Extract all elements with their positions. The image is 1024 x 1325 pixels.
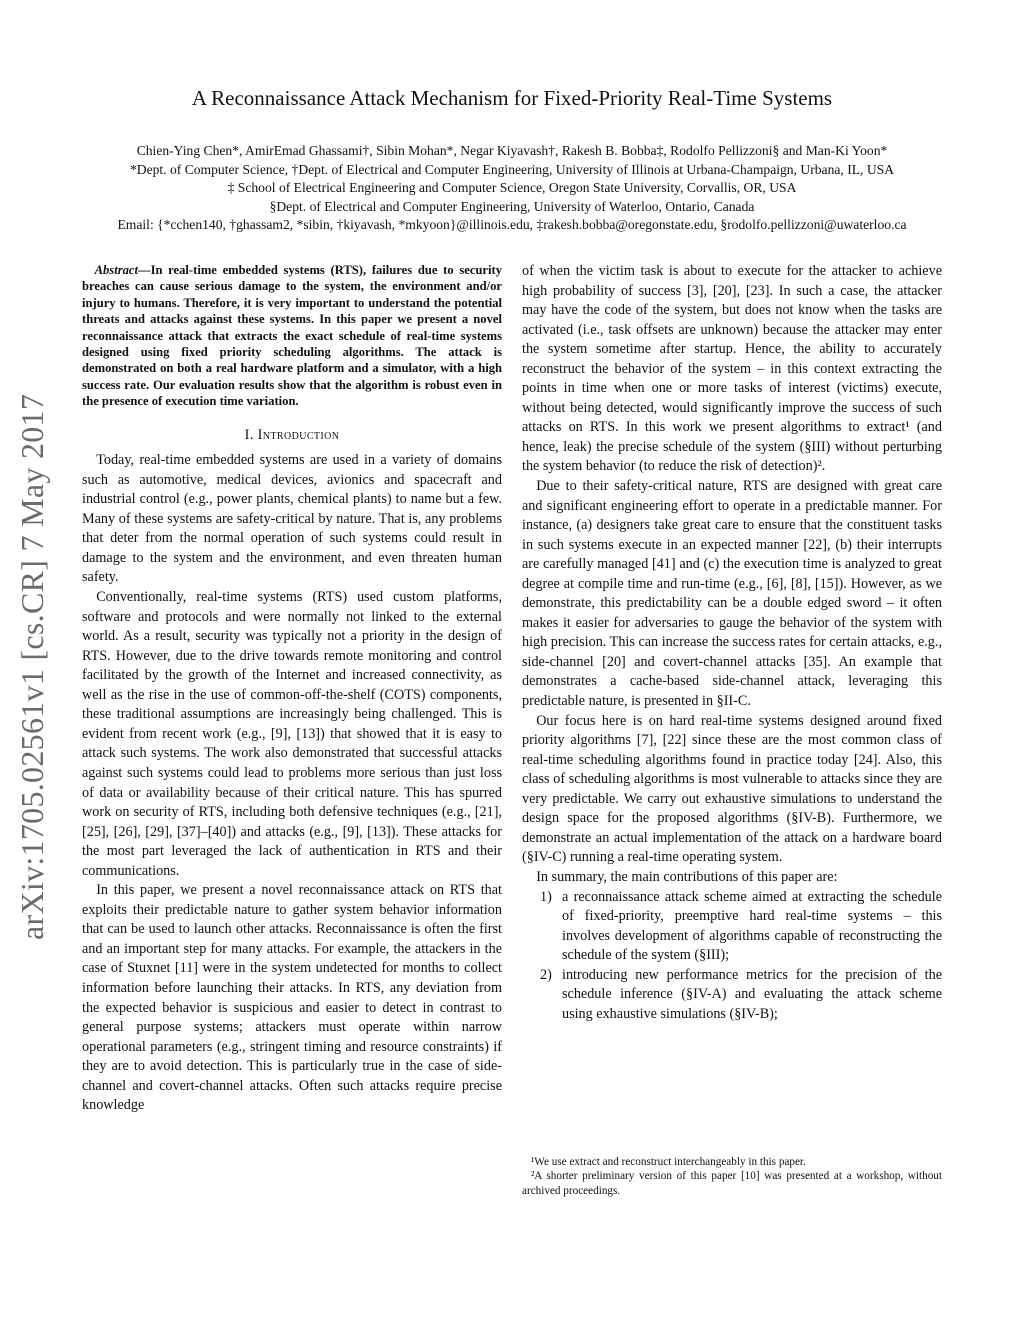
- paper-title: A Reconnaissance Attack Mechanism for Fixed-Priority Real-Time Systems: [191, 86, 833, 110]
- affiliation-uiuc: *Dept. of Computer Science, †Dept. of Electrical and Computer Engineering, University of Illinois at Urbana-Champaign, Urbana, IL, USA: [129, 161, 895, 177]
- abstract-text: —In real-time embedded systems (RTS), failures due to security breaches can cause serious damage to the system, the environment and/or injury to humans. Therefore, it is very important to understand the potential threats and attacks against these systems. In this paper we present a novel reconnaissance attack that extracts the exact schedule of real-time systems designed using fixed priority scheduling algorithms. The attack is demonstrated on both a real hardware platform and a simulator, with a high success rate. Our evaluation results show that the algorithm is robust even in the presence of execution time variation.: [82, 263, 502, 409]
- left-column: [82, 262, 502, 1116]
- contributions-intro: In summary, the main contributions of this paper are:: [536, 868, 838, 885]
- contribution-text: a reconnaissance attack scheme aimed at extracting the schedule of fixed-priority, preemptive hard real-time systems – this involves development of algorithms capable of reconstructing the schedule of the system (§III);: [562, 888, 942, 964]
- intro-paragraph-1: Today, real-time embedded systems are used in a variety of domains such as automotive, medical devices, avionics and spacecraft and industrial control (e.g., power plants, chemical plants) to name but a few. Many of these systems are safety-critical by nature. That is, any problems that deter from the normal operation of such systems could result in damage to the system and the environment, and even threaten human safety.: [82, 452, 502, 586]
- footnote-2: ²A shorter preliminary version of this paper [10] was presented at a workshop, without archived proceedings.: [522, 1170, 942, 1197]
- affiliation-waterloo: §Dept. of Electrical and Computer Engineering, University of Waterloo, Ontario, Canada: [269, 198, 755, 214]
- section-title: Introduction: [257, 426, 340, 443]
- contribution-number: 1): [540, 888, 552, 905]
- contribution-item: [522, 888, 942, 966]
- section-number: I.: [244, 426, 254, 443]
- footnote-1: ¹We use extract and reconstruct interchangeably in this paper.: [530, 1156, 806, 1168]
- arxiv-identifier: arXiv:1705.02561v1 [cs.CR] 7 May 2017: [14, 393, 50, 940]
- contribution-number: 2): [540, 966, 552, 983]
- intro-paragraph-4: of when the victim task is about to execute for the attacker to achieve high probability of success [3], [20], [23]. In such a case, the attacker may have the code of the system, but does not know when the tasks are activated (i.e., task offsets are unknown) because the attacker may enter the system sometime after startup. Hence, the ability to accurately reconstruct the behavior of the system – in this context extracting the points in time when one or more tasks of interest (victims) execute, without being detected, would significantly improve the success of such attacks on RTS. In this work we present algorithms to extract¹ (and hence, leak) the precise schedule of the system (§III) without perturbing the system behavior (to reduce the risk of detection)².: [522, 263, 942, 475]
- author-names: Chien-Ying Chen*, AmirEmad Ghassami†, Sibin Mohan*, Negar Kiyavash†, Rakesh B. Bobba‡, Rodolfo Pellizzoni§ and Man-Ki Yoon*: [136, 143, 888, 158]
- contribution-item: [522, 966, 942, 1025]
- right-column: [522, 262, 942, 1024]
- section-heading: [82, 426, 502, 446]
- intro-paragraph-2: Conventionally, real-time systems (RTS) used custom platforms, software and protocols and were normally not linked to the external world. As a result, security was typically not a priority in the design of RTS. However, due to the drive towards remote monitoring and control facilitated by the growth of the Internet and increased connectivity, as well as the rise in the use of common-off-the-shelf (COTS) components, these traditional assumptions are increasingly being challenged. This is evident from recent work (e.g., [9], [13]) that showed that it is easy to attack such systems. The work also demonstrated that successful attacks against such systems could lead to problems more serious than just loss of data or availability because of their critical nature. This has spurred work on security of RTS, including both defensive techniques (e.g., [21], [25], [26], [29], [37]–[40]) and attacks (e.g., [9], [13]). These attacks for the most part leveraged the lack of authentication in RTS and their communications.: [82, 589, 502, 879]
- author-block: [60, 142, 964, 235]
- abstract: [82, 262, 502, 410]
- affiliation-oregon: ‡ School of Electrical Engineering and Computer Science, Oregon State University, Corvallis, OR, USA: [227, 180, 797, 196]
- abstract-label: Abstract: [94, 263, 138, 277]
- intro-paragraph-6: Our focus here is on hard real-time systems designed around fixed priority algorithms [7], [22] since these are the most common class of real-time scheduling algorithms found in practice today [24]. Also, this class of scheduling algorithms is most vulnerable to attacks since they are very predictable. We carry out exhaustive simulations to understand the design space for the proposed algorithms (§IV-B). Furthermore, we demonstrate an actual implementation of the attack on a hardware board (§IV-C) running a real-time operating system.: [522, 712, 942, 866]
- footnotes: [522, 1155, 942, 1198]
- intro-paragraph-5: Due to their safety-critical nature, RTS are designed with great care and significant engineering effort to operate in a predictable manner. For instance, (a) designers take great care to ensure that the constituent tasks in such systems execute in an expected manner [22], (b) their interrupts are carefully managed [41] and (c) the execution time is analyzed to great degree at compile time and run-time (e.g., [6], [8], [15]). However, as we demonstrate, this predictability can be a double edged sword – it often makes it easier for adversaries to gauge the behavior of the system with high precision. This can increase the success rates for certain attacks, e.g., side-channel [20] and covert-channel attacks [35]. An example that demonstrates a cache-based side-channel attack, leveraging this predictable nature, is presented in §II-C.: [522, 478, 942, 710]
- intro-paragraph-3: In this paper, we present a novel reconnaissance attack on RTS that exploits their predictable nature to gather system behavior information that can be used to launch other attacks. Reconnaissance is often the first and an important step for many attacks. For example, the attackers in the case of Stuxnet [11] were in the system undetected for months to collect information before launching their attacks. In RTS, any deviation from the expected behavior is suspicious and easier to detect in contrast to general purpose systems; attackers must operate within narrow operational parameters (e.g., stringent timing and resource constraints) if they are to avoid detection. This is particularly true in the case of side-channel and covert-channel attacks. Often such attacks require precise knowledge: [82, 882, 502, 1114]
- contribution-text: introducing new performance metrics for the precision of the schedule inference (§IV-A) and evaluating the attack scheme using exhaustive simulations (§IV-B);: [562, 966, 942, 1022]
- author-emails[interactable]: Email: {*cchen140, †ghassam2, *sibin, †kiyavash, *mkyoon}@illinois.edu, ‡rakesh.bobba@oregonstate.edu, §rodolfo.pellizzoni@uwaterloo.ca: [117, 217, 907, 233]
